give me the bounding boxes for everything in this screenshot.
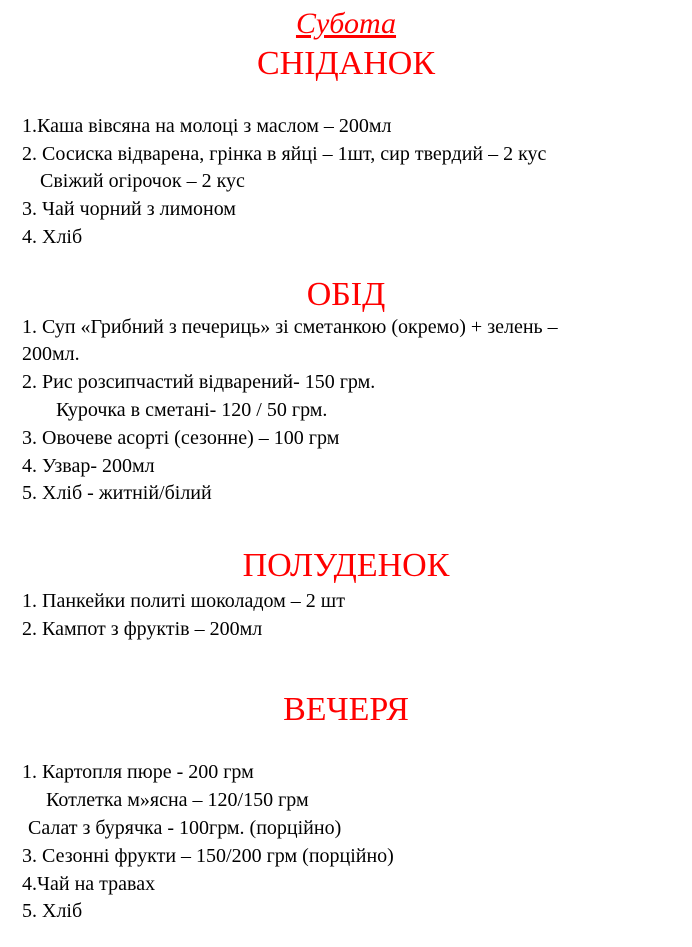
- snack-line-2: 2. Кампот з фруктів – 200мл: [22, 618, 263, 640]
- lunch-line-3: 2. Рис розсипчастий відварений- 150 грм.: [22, 371, 376, 393]
- dinner-line-2: Котлетка м»ясна – 120/150 грм: [46, 789, 309, 811]
- snack-line-1: 1. Панкейки политі шоколадом – 2 шт: [22, 590, 345, 612]
- lunch-line-4: Курочка в сметані- 120 / 50 грм.: [56, 399, 328, 421]
- dinner-line-1: 1. Картопля пюре - 200 грм: [22, 761, 254, 783]
- lunch-heading: ОБІД: [306, 276, 386, 313]
- dinner-line-5: 4.Чай на травах: [22, 873, 156, 895]
- snack-heading: ПОЛУДЕНОК: [242, 547, 450, 584]
- breakfast-line-4: 3. Чай чорний з лимоном: [22, 198, 236, 220]
- breakfast-line-5: 4. Хліб: [22, 226, 83, 248]
- dinner-line-6: 5. Хліб: [22, 900, 83, 922]
- breakfast-heading: СНІДАНОК: [256, 45, 436, 82]
- lunch-line-1: 1. Суп «Грибний з печериць» зі сметанкою (окремо) + зелень –: [22, 316, 558, 338]
- breakfast-line-3: Свіжий огірочок – 2 кус: [40, 170, 245, 192]
- breakfast-line-1: 1.Каша вівсяна на молоці з маслом – 200мл: [22, 115, 392, 137]
- lunch-line-6: 4. Узвар- 200мл: [22, 455, 155, 477]
- breakfast-line-2: 2. Сосиска відварена, грінка в яйці – 1шт, сир твердий – 2 кус: [22, 143, 547, 165]
- dinner-line-3: Салат з бурячка - 100грм. (порційно): [28, 817, 342, 839]
- lunch-line-5: 3. Овочеве асорті (сезонне) – 100 грм: [22, 427, 340, 449]
- dinner-line-4: 3. Сезонні фрукти – 150/200 грм (порційно): [22, 845, 394, 867]
- day-title: Субота: [295, 7, 397, 40]
- dinner-heading: ВЕЧЕРЯ: [283, 691, 409, 728]
- lunch-line-7: 5. Хліб - житній/білий: [22, 482, 212, 504]
- lunch-line-2: 200мл.: [22, 343, 80, 365]
